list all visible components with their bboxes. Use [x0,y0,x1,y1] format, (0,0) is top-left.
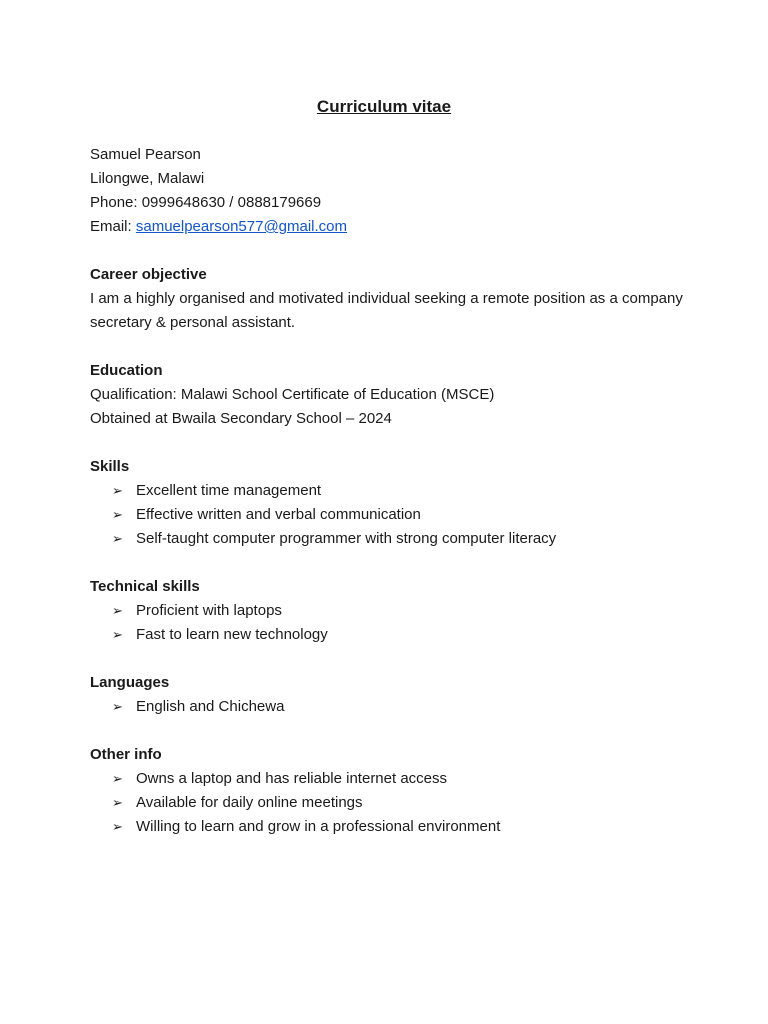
document-title: Curriculum vitae [316,97,452,116]
arrowhead-bullet-icon: ➢ [112,771,123,786]
section-heading: Education [90,362,163,379]
phone-label: Phone: [90,194,138,211]
contact-location: Lilongwe, Malawi [90,170,205,187]
section-spacer [90,719,690,743]
list-item-text: Willing to learn and grow in a professional environment [136,818,501,835]
list-item [90,695,690,719]
arrowhead-bullet-icon: ➢ [112,483,123,498]
email-link[interactable]: samuelpearson577@gmail.com [135,218,348,235]
list-item [90,767,690,791]
section-heading: Other info [90,746,162,763]
section-spacer [90,239,690,263]
contact-section [90,143,690,239]
languages-list [90,695,690,719]
other-info-list [90,767,690,839]
arrowhead-bullet-icon: ➢ [112,795,123,810]
section-spacer [90,647,690,671]
list-item-text: Available for daily online meetings [136,794,363,811]
arrowhead-bullet-icon: ➢ [112,627,123,642]
other-info-section [90,743,690,839]
section-heading: Career objective [90,266,207,283]
arrowhead-bullet-icon: ➢ [112,507,123,522]
document-body [90,143,690,839]
technical-skills-list [90,599,690,647]
arrowhead-bullet-icon: ➢ [112,819,123,834]
technical-skills-section [90,575,690,647]
list-item [90,503,690,527]
arrowhead-bullet-icon: ➢ [112,603,123,618]
contact-name: Samuel Pearson [90,146,201,163]
list-item-text: Excellent time management [136,482,322,499]
arrowhead-bullet-icon: ➢ [112,699,123,714]
section-heading: Languages [90,674,170,691]
education-section [90,359,690,431]
section-heading: Technical skills [90,578,200,595]
list-item [90,815,690,839]
list-item-text: Self-taught computer programmer with strong computer literacy [136,530,557,547]
list-item-text: English and Chichewa [136,698,285,715]
education-obtained: Obtained at Bwaila Secondary School – 2024 [90,410,392,427]
list-item [90,791,690,815]
education-qualification: Qualification: Malawi School Certificate of Education (MSCE) [90,386,495,403]
list-item-text: Proficient with laptops [136,602,282,619]
section-spacer [90,335,690,359]
career-objective-text: I am a highly organised and motivated individual seeking a remote position as a company secretary & personal assistant. [90,290,683,331]
list-item-text: Fast to learn new technology [136,626,328,643]
list-item [90,623,690,647]
email-label: Email: [90,218,132,235]
skills-section [90,455,690,551]
section-spacer [90,431,690,455]
contact-phone [90,191,690,215]
skills-list [90,479,690,551]
arrowhead-bullet-icon: ➢ [112,531,123,546]
career-objective-section [90,263,690,335]
languages-section [90,671,690,719]
list-item [90,479,690,503]
list-item [90,599,690,623]
contact-email [90,215,690,239]
phone-value: 0999648630 / 0888179669 [141,194,322,211]
list-item-text: Effective written and verbal communication [136,506,421,523]
section-heading: Skills [90,458,130,475]
section-spacer [90,551,690,575]
list-item-text: Owns a laptop and has reliable internet access [136,770,448,787]
list-item [90,527,690,551]
